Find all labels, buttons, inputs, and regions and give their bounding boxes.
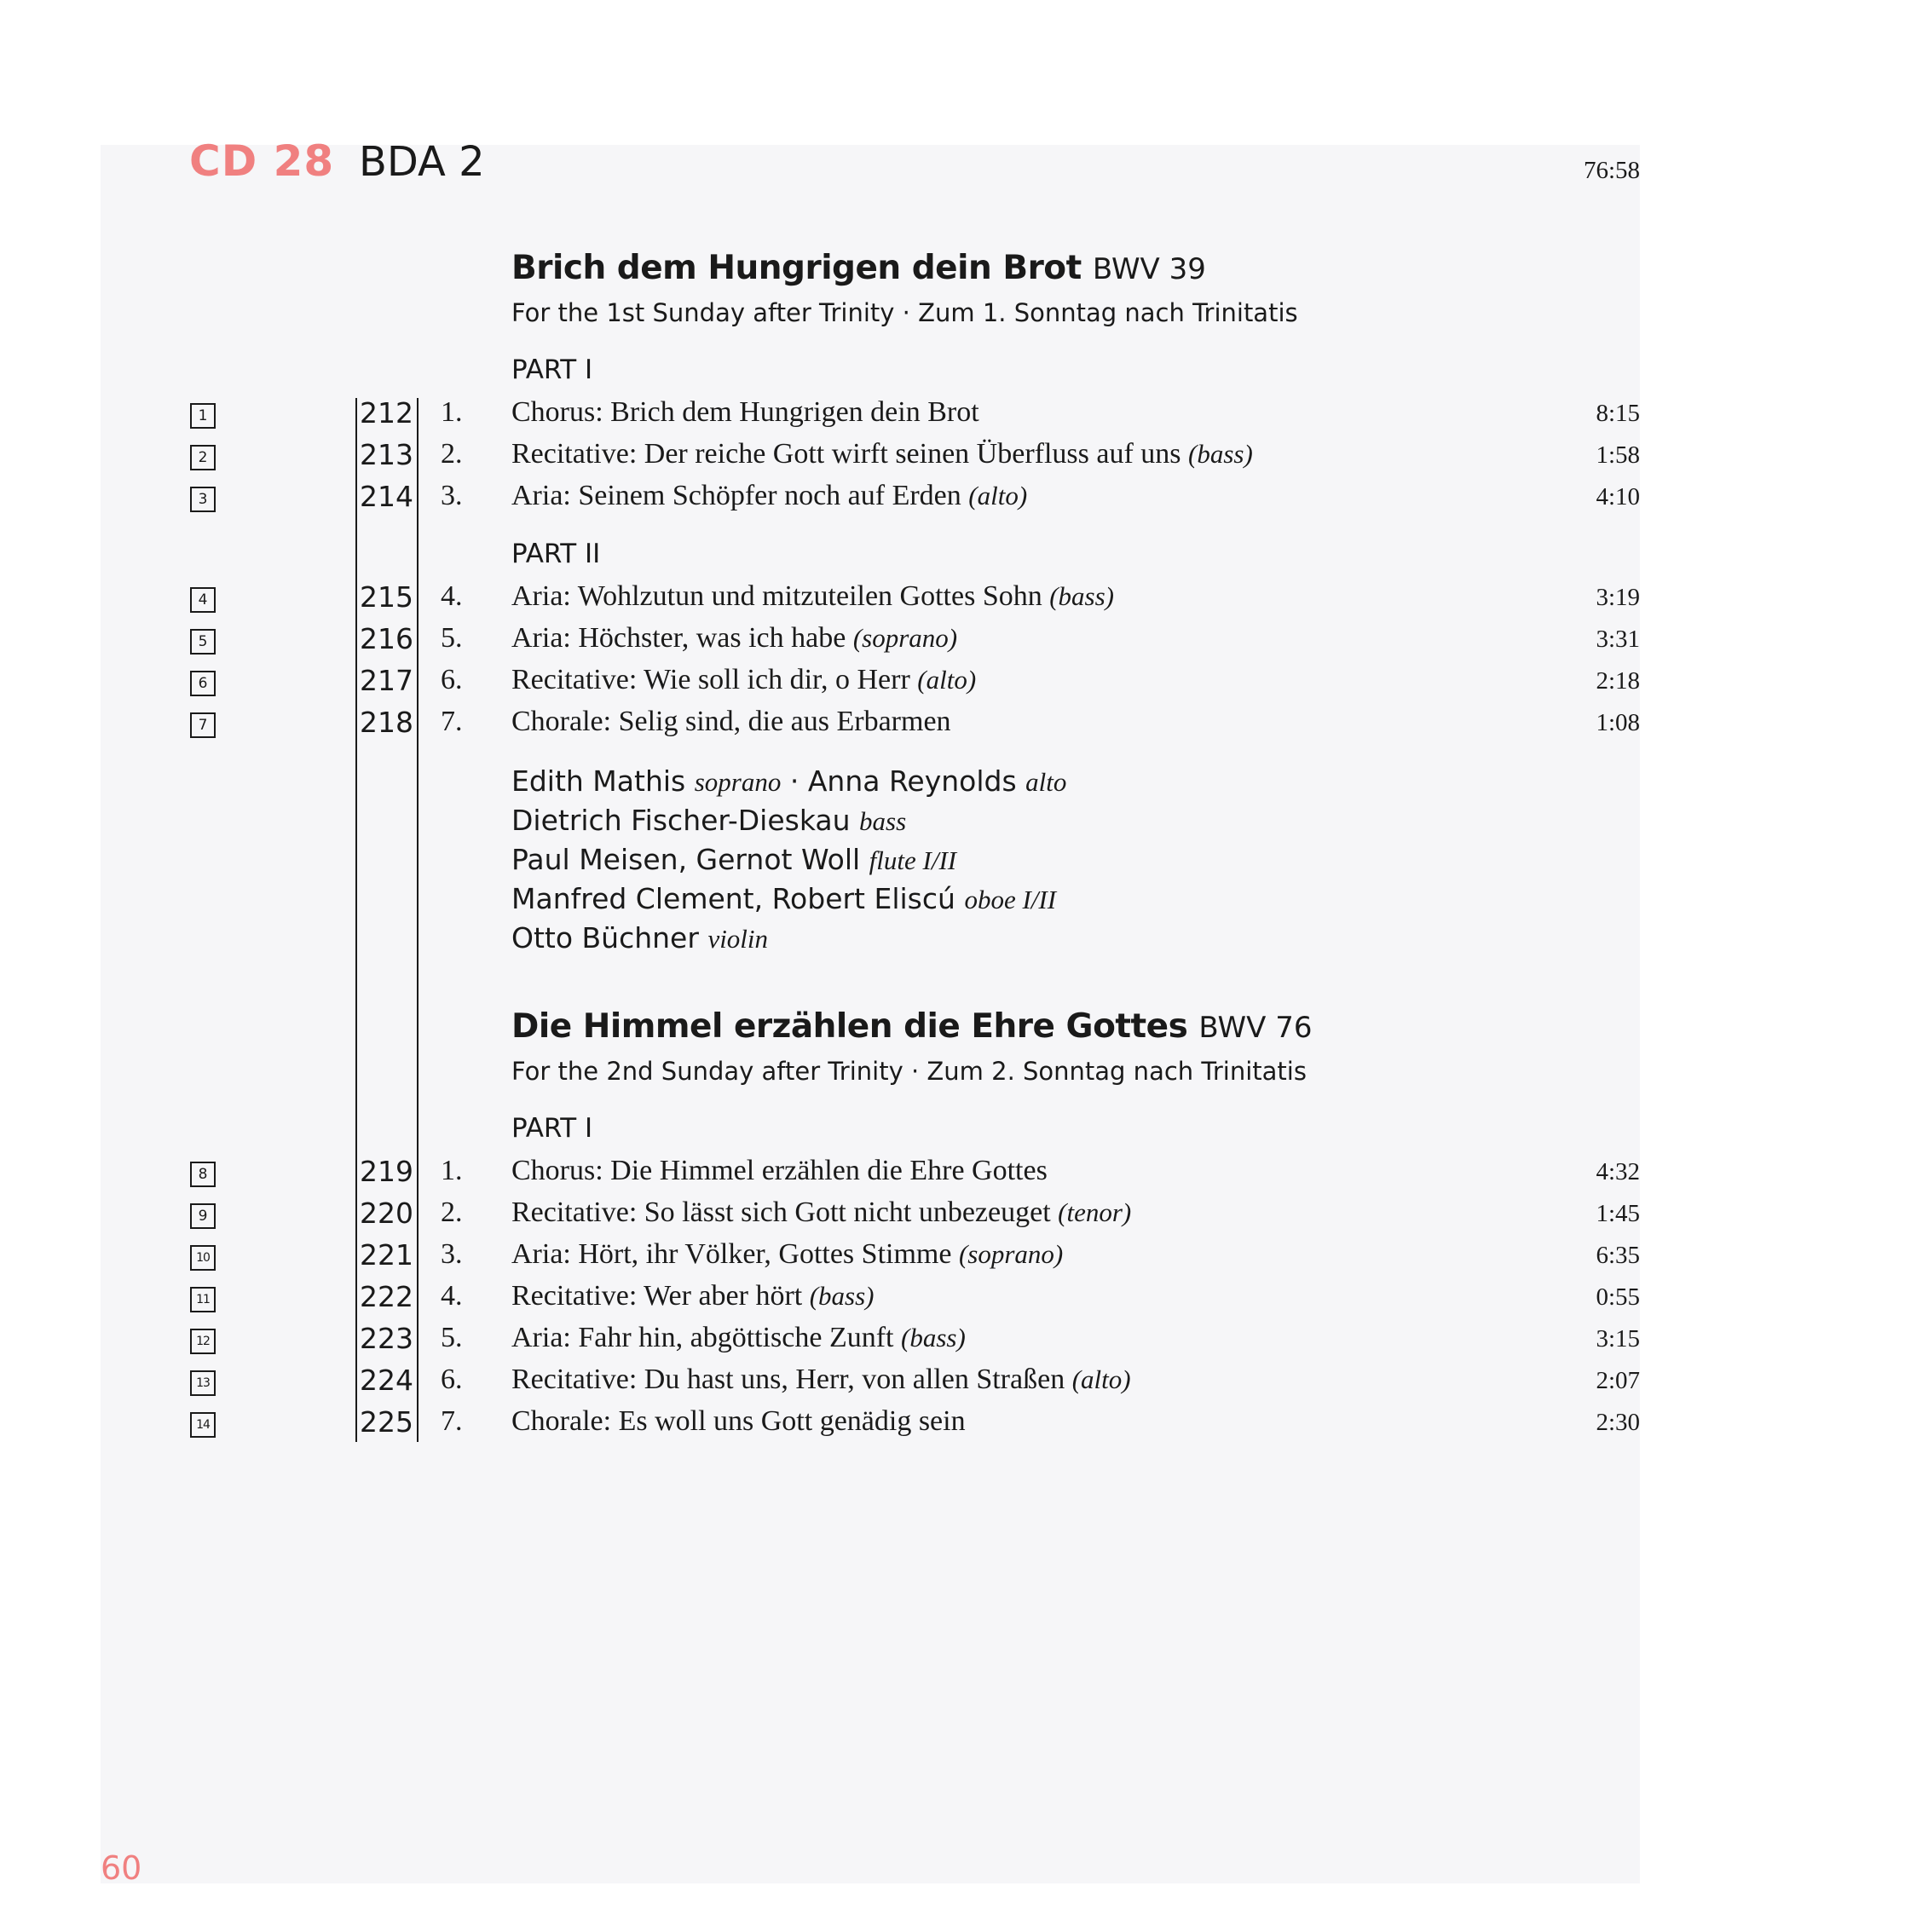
track-number-box: 11 <box>190 1287 216 1312</box>
track-index: 222 <box>360 1280 413 1313</box>
track-title: Recitative: Wie soll ich dir, o Herr (alto) <box>511 664 977 695</box>
track-number-box: 13 <box>190 1370 216 1396</box>
track-index: 218 <box>360 706 413 739</box>
movement-number: 1. <box>441 396 463 428</box>
track-row[interactable] <box>0 1280 1905 1319</box>
track-index: 221 <box>360 1238 413 1272</box>
track-title: Recitative: Du hast uns, Herr, von allen Straßen (alto) <box>511 1364 1131 1395</box>
track-index: 217 <box>360 664 413 697</box>
movement-number: 7. <box>441 1405 463 1437</box>
track-title: Aria: Fahr hin, abgöttische Zunft (bass) <box>511 1322 966 1353</box>
part-label: PART II <box>511 539 601 569</box>
movement-number: 3. <box>441 480 463 511</box>
track-number-box: 10 <box>190 1245 216 1271</box>
track-title: Chorale: Es woll uns Gott genädig sein <box>511 1405 966 1437</box>
movement-number: 2. <box>441 1197 463 1228</box>
track-duration: 1:08 <box>1596 709 1640 736</box>
track-index: 215 <box>360 580 413 614</box>
track-title: Chorus: Die Himmel erzählen die Ehre Gottes <box>511 1155 1048 1186</box>
cd-label: CD 28 <box>189 136 335 186</box>
track-index: 214 <box>360 480 413 513</box>
work-title-text: Die Himmel erzählen die Ehre Gottes <box>511 1007 1188 1046</box>
track-duration: 1:45 <box>1596 1200 1640 1227</box>
work-subtitle: For the 1st Sunday after Trinity · Zum 1. Sonntag nach Trinitatis <box>511 298 1298 327</box>
track-index: 216 <box>360 622 413 655</box>
track-duration: 3:31 <box>1596 626 1640 653</box>
work-title-bwv39 <box>511 249 1206 287</box>
track-row[interactable] <box>0 480 1905 519</box>
track-index: 213 <box>360 438 413 471</box>
track-title: Aria: Seinem Schöpfer noch auf Erden (alto) <box>511 480 1028 511</box>
track-duration: 2:18 <box>1596 667 1640 695</box>
track-number-box: 4 <box>190 587 216 613</box>
track-number-box: 5 <box>190 629 216 655</box>
track-duration: 6:35 <box>1596 1242 1640 1269</box>
track-index: 212 <box>360 396 413 430</box>
track-duration: 3:15 <box>1596 1325 1640 1352</box>
track-title: Chorus: Brich dem Hungrigen dein Brot <box>511 396 979 428</box>
track-duration: 4:32 <box>1596 1158 1640 1185</box>
track-row[interactable] <box>0 580 1905 620</box>
track-number-box: 12 <box>190 1329 216 1354</box>
page-number: 60 <box>101 1849 142 1887</box>
track-row[interactable] <box>0 1364 1905 1403</box>
track-row[interactable] <box>0 1197 1905 1236</box>
work-title-bwv76 <box>511 1007 1312 1046</box>
track-index: 220 <box>360 1197 413 1230</box>
movement-number: 5. <box>441 1322 463 1353</box>
track-duration: 4:10 <box>1596 483 1640 510</box>
performer-line: Dietrich Fischer-Dieskau bass <box>511 804 907 837</box>
performer-line: Edith Mathis soprano · Anna Reynolds alto <box>511 764 1067 798</box>
track-title: Aria: Wohlzutun und mitzuteilen Gottes Sohn (bass) <box>511 580 1115 612</box>
track-duration: 2:30 <box>1596 1409 1640 1436</box>
track-number-box: 9 <box>190 1203 216 1229</box>
bwv-number: BWV 39 <box>1092 252 1206 286</box>
track-row[interactable] <box>0 1322 1905 1361</box>
bwv-number: BWV 76 <box>1198 1011 1313 1045</box>
movement-number: 4. <box>441 580 463 612</box>
track-index: 225 <box>360 1405 413 1439</box>
movement-number: 2. <box>441 438 463 470</box>
work-subtitle: For the 2nd Sunday after Trinity · Zum 2. Sonntag nach Trinitatis <box>511 1057 1307 1086</box>
track-duration: 8:15 <box>1596 400 1640 427</box>
track-row[interactable] <box>0 1238 1905 1277</box>
movement-number: 6. <box>441 664 463 695</box>
track-title: Chorale: Selig sind, die aus Erbarmen <box>511 706 951 737</box>
cd-title: BDA 2 <box>359 138 485 186</box>
track-duration: 0:55 <box>1596 1283 1640 1311</box>
track-row[interactable] <box>0 396 1905 435</box>
total-time: 76:58 <box>1583 157 1640 184</box>
track-number-box: 8 <box>190 1162 216 1187</box>
track-index: 219 <box>360 1155 413 1188</box>
track-duration: 2:07 <box>1596 1367 1640 1394</box>
track-row[interactable] <box>0 1405 1905 1445</box>
track-number-box: 3 <box>190 487 216 512</box>
track-number-box: 2 <box>190 445 216 470</box>
track-title: Aria: Höchster, was ich habe (soprano) <box>511 622 958 654</box>
movement-number: 6. <box>441 1364 463 1395</box>
movement-number: 7. <box>441 706 463 737</box>
track-index: 224 <box>360 1364 413 1397</box>
track-index: 223 <box>360 1322 413 1355</box>
track-number-box: 6 <box>190 671 216 696</box>
movement-number: 5. <box>441 622 463 654</box>
track-title: Recitative: Der reiche Gott wirft seinen Überfluss auf uns (bass) <box>511 438 1253 470</box>
track-title: Aria: Hört, ihr Völker, Gottes Stimme (soprano) <box>511 1238 1064 1270</box>
track-row[interactable] <box>0 706 1905 745</box>
track-number-box: 7 <box>190 712 216 738</box>
movement-number: 1. <box>441 1155 463 1186</box>
movement-number: 3. <box>441 1238 463 1270</box>
track-number-box: 1 <box>190 403 216 429</box>
work-title-text: Brich dem Hungrigen dein Brot <box>511 249 1082 287</box>
track-number-box: 14 <box>190 1412 216 1438</box>
track-duration: 3:19 <box>1596 584 1640 611</box>
track-duration: 1:58 <box>1596 441 1640 469</box>
part-label: PART I <box>511 355 593 385</box>
part-label: PART I <box>511 1113 593 1144</box>
track-title: Recitative: Wer aber hört (bass) <box>511 1280 875 1312</box>
track-row[interactable] <box>0 664 1905 703</box>
track-row[interactable] <box>0 622 1905 661</box>
movement-number: 4. <box>441 1280 463 1312</box>
track-title: Recitative: So lässt sich Gott nicht unbezeuget (tenor) <box>511 1197 1132 1228</box>
performer-line: Otto Büchner violin <box>511 921 769 954</box>
performer-line: Paul Meisen, Gernot Woll flute I/II <box>511 843 957 876</box>
track-row[interactable] <box>0 438 1905 477</box>
performer-line: Manfred Clement, Robert Eliscú oboe I/II <box>511 882 1057 915</box>
track-row[interactable] <box>0 1155 1905 1194</box>
